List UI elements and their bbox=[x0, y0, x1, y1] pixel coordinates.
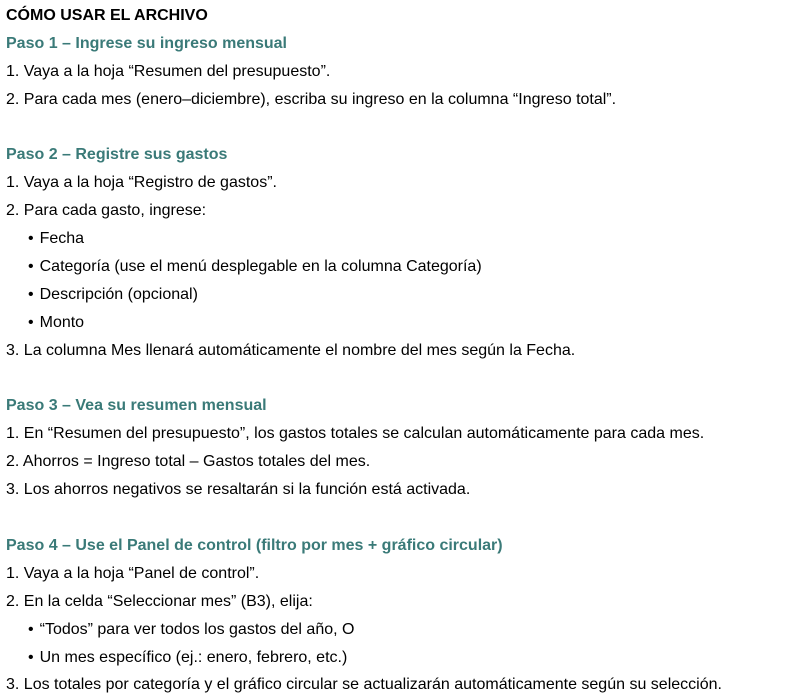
step-4-line-1: 1. Vaya a la hoja “Panel de control”. bbox=[6, 565, 260, 582]
page-title: CÓMO USAR EL ARCHIVO bbox=[6, 7, 208, 24]
bullet-text: Monto bbox=[39, 314, 85, 331]
step-4-bullet-2 bbox=[28, 644, 347, 672]
step-2-line-3: 3. La columna Mes llenará automáticamente el nombre del mes según la Fecha. bbox=[6, 342, 576, 359]
step-2-bullet-1 bbox=[28, 225, 84, 253]
bullet-text: Categoría (use el menú desplegable en la columna Categoría) bbox=[39, 258, 482, 275]
bullet-icon: • bbox=[28, 286, 34, 303]
step-3-line-2: 2. Ahorros = Ingreso total – Gastos totales del mes. bbox=[6, 453, 371, 470]
step-2-bullet-4 bbox=[28, 309, 84, 337]
step-4-line-3: 3. Los totales por categoría y el gráfico circular se actualizarán automáticamente según su selección. bbox=[6, 676, 722, 693]
step-2-bullet-2 bbox=[28, 253, 482, 281]
step-4-bullet-1 bbox=[28, 616, 354, 644]
step-4-heading: Paso 4 – Use el Panel de control (filtro por mes + gráfico circular) bbox=[6, 537, 503, 554]
step-1-line-1: 1. Vaya a la hoja “Resumen del presupuesto”. bbox=[6, 63, 331, 80]
step-2-heading: Paso 2 – Registre sus gastos bbox=[6, 146, 228, 163]
step-2-line-2: 2. Para cada gasto, ingrese: bbox=[6, 202, 207, 219]
bullet-text: Un mes específico (ej.: enero, febrero, etc.) bbox=[39, 649, 348, 666]
step-3-line-1: 1. En “Resumen del presupuesto”, los gastos totales se calculan automáticamente para cada mes. bbox=[6, 425, 705, 442]
bullet-icon: • bbox=[28, 258, 34, 275]
step-3-line-3: 3. Los ahorros negativos se resaltarán si la función está activada. bbox=[6, 481, 471, 498]
bullet-icon: • bbox=[28, 230, 34, 247]
step-1-line-2: 2. Para cada mes (enero–diciembre), escriba su ingreso en la columna “Ingreso total”. bbox=[6, 91, 617, 108]
step-2-line-1: 1. Vaya a la hoja “Registro de gastos”. bbox=[6, 174, 277, 191]
step-4-line-2: 2. En la celda “Seleccionar mes” (B3), elija: bbox=[6, 593, 313, 610]
bullet-icon: • bbox=[28, 621, 34, 638]
bullet-text: Fecha bbox=[39, 230, 85, 247]
step-1-heading: Paso 1 – Ingrese su ingreso mensual bbox=[6, 35, 287, 52]
bullet-icon: • bbox=[28, 649, 34, 666]
bullet-text: “Todos” para ver todos los gastos del año, O bbox=[39, 621, 355, 638]
step-3-heading: Paso 3 – Vea su resumen mensual bbox=[6, 397, 267, 414]
bullet-icon: • bbox=[28, 314, 34, 331]
step-2-bullet-3 bbox=[28, 281, 198, 309]
bullet-text: Descripción (opcional) bbox=[39, 286, 198, 303]
